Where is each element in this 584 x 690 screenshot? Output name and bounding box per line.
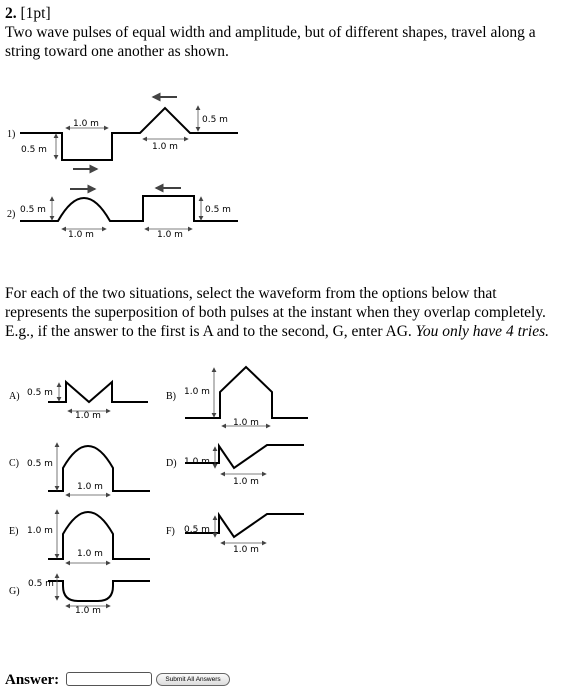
answer-label — [5, 670, 59, 690]
option-g-letter: G) — [9, 586, 20, 597]
option-g-width: 1.0 m — [75, 606, 101, 616]
s1-amp-left-label: 0.5 m — [21, 145, 47, 155]
s1-width-right-label: 1.0 m — [152, 142, 178, 152]
option-b-amp: 1.0 m — [184, 387, 210, 397]
instructions-example: E.g., if the answer to the first is A and to the second, G, enter AG. — [5, 323, 412, 340]
option-f-letter: F) — [166, 526, 175, 537]
option-d-amp: 1.0 m — [184, 457, 210, 467]
instructions-line2: represents the superposition of both pulses at the instant when they overlap completely. — [5, 304, 546, 321]
option-a-width: 1.0 m — [75, 411, 101, 421]
option-g-waveform — [48, 574, 150, 606]
question-prompt-line2: string toward one another as shown. — [5, 43, 229, 60]
option-c-amp: 0.5 m — [27, 459, 53, 469]
question-number: 2. — [5, 5, 17, 22]
option-e-letter: E) — [9, 526, 19, 537]
question-points: [1pt] — [20, 5, 51, 22]
situation-1-diagram — [20, 97, 238, 169]
instructions-tries: You only have 4 tries. — [415, 323, 549, 340]
submit-all-answers-button[interactable]: Submit All Answers — [156, 673, 230, 686]
s2-amp-right-label: 0.5 m — [205, 205, 231, 215]
s1-width-left-label: 1.0 m — [73, 119, 99, 129]
option-e-width: 1.0 m — [77, 549, 103, 559]
option-a-amp: 0.5 m — [27, 388, 53, 398]
option-g-amp: 0.5 m — [28, 579, 54, 589]
option-e-amp: 1.0 m — [27, 526, 53, 536]
option-d-letter: D) — [166, 458, 177, 469]
option-f-width: 1.0 m — [233, 545, 259, 555]
s1-amp-right-label: 0.5 m — [202, 115, 228, 125]
answer-input[interactable] — [66, 672, 152, 686]
situation-1-label: 1) — [7, 129, 16, 140]
option-a-letter: A) — [9, 391, 20, 402]
option-b-width: 1.0 m — [233, 418, 259, 428]
situation-2-label: 2) — [7, 209, 16, 220]
option-c-letter: C) — [9, 458, 19, 469]
instructions-line1: For each of the two situations, select the waveform from the options below that — [5, 285, 497, 302]
instructions-line3 — [5, 322, 549, 341]
option-a-waveform — [48, 382, 148, 411]
s2-width-left-label: 1.0 m — [68, 230, 94, 240]
s2-amp-left-label: 0.5 m — [20, 205, 46, 215]
option-b-letter: B) — [166, 391, 176, 402]
answer-label-text: Answer: — [5, 672, 60, 688]
option-d-width: 1.0 m — [233, 477, 259, 487]
s2-width-right-label: 1.0 m — [157, 230, 183, 240]
option-f-amp: 0.5 m — [184, 525, 210, 535]
question-prompt-line1: Two wave pulses of equal width and amplitude, but of different shapes, travel along a — [5, 24, 536, 41]
option-c-width: 1.0 m — [77, 482, 103, 492]
